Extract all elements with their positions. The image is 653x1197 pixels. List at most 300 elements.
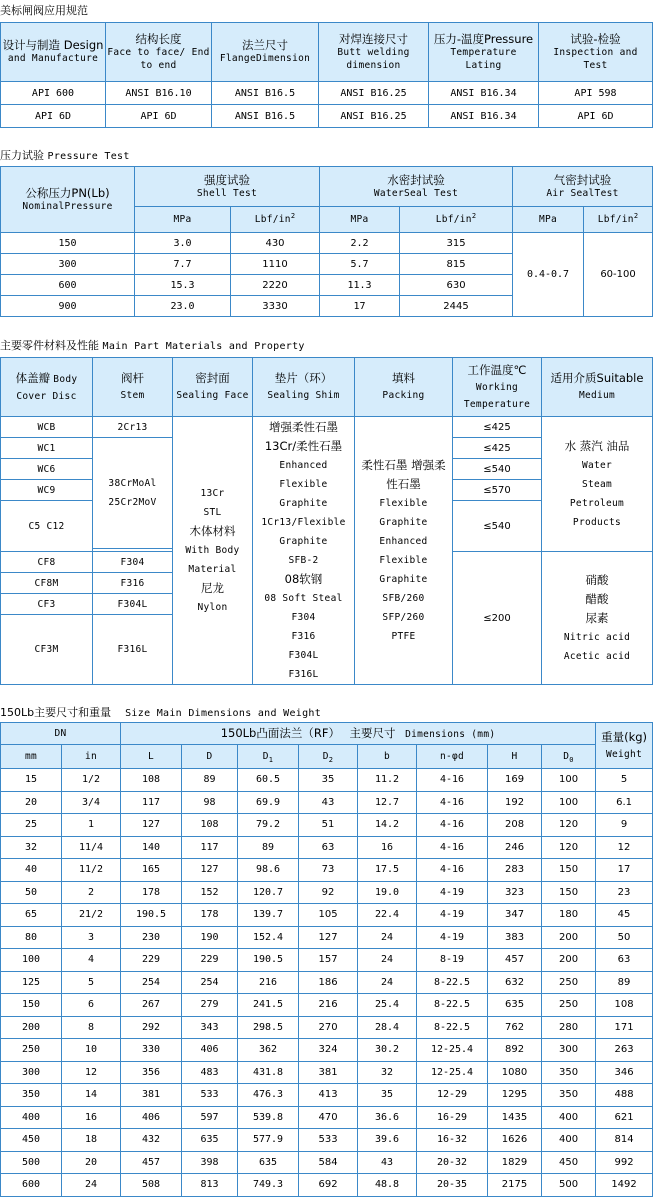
table-row: [1, 904, 653, 927]
cell-d0: 180: [542, 904, 596, 927]
cell-h: 1080: [488, 1061, 542, 1084]
table-subheader-row: [1, 745, 653, 769]
cell-d: 190: [182, 926, 238, 949]
cell-d: 108: [182, 814, 238, 837]
cell-l: 267: [121, 994, 182, 1017]
cell-l: 406: [121, 1106, 182, 1129]
header-mpa: MPa: [513, 207, 584, 233]
cell-l: 508: [121, 1174, 182, 1197]
cell-l: 229: [121, 949, 182, 972]
cell: 900: [1, 296, 135, 317]
cell-in: 4: [62, 949, 121, 972]
table-row: [1, 1039, 653, 1062]
cell-stem-cf3: F304L: [93, 594, 173, 615]
cell: 15.3: [135, 275, 231, 296]
header-lbf: Lbf/$in^2$: [400, 207, 513, 233]
cell: 630: [400, 275, 513, 296]
cell-d2: 105: [299, 904, 358, 927]
cell-mm: 450: [1, 1129, 62, 1152]
cell-mm: 200: [1, 1016, 62, 1039]
cell-body-wc9: WC9: [1, 480, 93, 501]
cell-d0: 200: [542, 949, 596, 972]
header-n-phi-d: n-φd: [417, 745, 488, 769]
cell-l: 117: [121, 791, 182, 814]
cell-b: 36.6: [358, 1106, 417, 1129]
cell-d1: 89: [238, 836, 299, 859]
cell-d0: 120: [542, 836, 596, 859]
table-row: [1, 971, 653, 994]
cell-w: 1492: [596, 1174, 653, 1197]
cell-b: 24: [358, 926, 417, 949]
cell-d1: 98.6: [238, 859, 299, 882]
header-l: L: [121, 745, 182, 769]
cell-d2: 584: [299, 1151, 358, 1174]
cell-d1: 298.5: [238, 1016, 299, 1039]
cell-l: 178: [121, 881, 182, 904]
header-working-temp: 工作温度℃ Working Temperature: [453, 358, 542, 417]
cell: ANSI B16.5: [212, 82, 319, 105]
cell-d: 89: [182, 769, 238, 792]
table-row: [1, 1084, 653, 1107]
cell-d: 533: [182, 1084, 238, 1107]
table-row: [1, 82, 653, 105]
cell-l: 140: [121, 836, 182, 859]
cell-w: 17: [596, 859, 653, 882]
header-h: H: [488, 745, 542, 769]
header-mpa: MPa: [135, 207, 231, 233]
dimensions-table: [0, 722, 653, 1197]
cell-w: 992: [596, 1151, 653, 1174]
cell-l: 292: [121, 1016, 182, 1039]
cell-d: 178: [182, 904, 238, 927]
cell-n: 12-25.4: [417, 1061, 488, 1084]
cell-d: 152: [182, 881, 238, 904]
table-header-row: [1, 358, 653, 417]
cell-h: 632: [488, 971, 542, 994]
header-design: 设计与制造 Design and Manufacture: [1, 23, 106, 82]
table-row: [1, 1129, 653, 1152]
cell: 2.2: [320, 233, 400, 254]
cell-d2: 216: [299, 994, 358, 1017]
cell-b: 14.2: [358, 814, 417, 837]
table-row: [1, 881, 653, 904]
cell-b: 32: [358, 1061, 417, 1084]
cell-w: 263: [596, 1039, 653, 1062]
table-row: [1, 1151, 653, 1174]
cell-d0: 280: [542, 1016, 596, 1039]
cell-sealing-shim: 增强柔性石墨 13Cr/柔性石墨 Enhanced Flexible Graphite 1Cr13/Flexible Graphite SFB-2 08软钢 08 Soft Steal F304 F316 F304L F316L: [253, 417, 355, 685]
table-row: [1, 791, 653, 814]
cell-d0: 300: [542, 1039, 596, 1062]
dimensions-body: [1, 769, 653, 1197]
cell-d2: 127: [299, 926, 358, 949]
cell-stem-cf8m: F316: [93, 573, 173, 594]
cell-in: 14: [62, 1084, 121, 1107]
header-lbf: Lbf/$in^2$: [584, 207, 653, 233]
cell-w: 346: [596, 1061, 653, 1084]
table-row: [1, 814, 653, 837]
pressure-test-table: [0, 166, 653, 317]
header-dn: DN: [1, 723, 121, 745]
cell-d: 117: [182, 836, 238, 859]
cell-d1: 69.9: [238, 791, 299, 814]
cell-sealing-face: 13Cr STL 木体材料 With Body Material 尼龙 Nylon: [173, 417, 253, 685]
cell-medium-water: 水 蒸汽 油品 Water Steam Petroleum Products: [542, 417, 653, 552]
cell-h: 892: [488, 1039, 542, 1062]
table-row: [1, 949, 653, 972]
cell-n: 4-19: [417, 904, 488, 927]
cell-body-cf8m: CF8M: [1, 573, 93, 594]
header-sealing-face: 密封面 Sealing Face: [173, 358, 253, 417]
cell-temp: ≤570: [453, 480, 542, 501]
cell-mm: 125: [1, 971, 62, 994]
cell-mm: 400: [1, 1106, 62, 1129]
header-lbf: Lbf/$in^2$: [231, 207, 320, 233]
cell-medium-acid: 硝酸 醋酸 尿素 Nitric acid Acetic acid: [542, 552, 653, 685]
cell-w: 488: [596, 1084, 653, 1107]
cell-d: 483: [182, 1061, 238, 1084]
cell-w: 50: [596, 926, 653, 949]
cell-d1: 635: [238, 1151, 299, 1174]
cell-w: 45: [596, 904, 653, 927]
cell: 23.0: [135, 296, 231, 317]
cell-body-wc6: WC6: [1, 459, 93, 480]
cell-mm: 500: [1, 1151, 62, 1174]
cell-in: 1/2: [62, 769, 121, 792]
cell-in: 3/4: [62, 791, 121, 814]
header-medium: 适用介质Suitable Medium: [542, 358, 653, 417]
cell-b: 22.4: [358, 904, 417, 927]
cell-d2: 533: [299, 1129, 358, 1152]
cell-d0: 350: [542, 1061, 596, 1084]
cell-d0: 200: [542, 926, 596, 949]
cell-w: 814: [596, 1129, 653, 1152]
cell: 600: [1, 275, 135, 296]
table-row: [1, 417, 653, 438]
cell-d: 98: [182, 791, 238, 814]
cell-d1: 120.7: [238, 881, 299, 904]
header-packing: 填料 Packing: [355, 358, 453, 417]
cell-body-c5-c12: C5 C12: [1, 501, 93, 552]
table-row: [1, 105, 653, 128]
cell-h: 1295: [488, 1084, 542, 1107]
cell-mm: 65: [1, 904, 62, 927]
cell-d1: 60.5: [238, 769, 299, 792]
cell-d0: 400: [542, 1129, 596, 1152]
cell-b: 25.4: [358, 994, 417, 1017]
cell-d1: 241.5: [238, 994, 299, 1017]
cell: API 600: [1, 82, 106, 105]
table-header-row: [1, 723, 653, 745]
cell-l: 165: [121, 859, 182, 882]
table-header-row: [1, 23, 653, 82]
cell-n: 20-32: [417, 1151, 488, 1174]
cell-l: 254: [121, 971, 182, 994]
cell: 150: [1, 233, 135, 254]
cell-stem-alloy: 38CrMoAl 25Cr2MoV: [93, 438, 173, 549]
table-row: [1, 1106, 653, 1129]
table-row: [1, 1174, 653, 1197]
cell-h: 1435: [488, 1106, 542, 1129]
header-mpa: MPa: [320, 207, 400, 233]
cell-d0: 450: [542, 1151, 596, 1174]
cell-b: 24: [358, 949, 417, 972]
cell-d2: 186: [299, 971, 358, 994]
cell: API 598: [539, 82, 653, 105]
standards-table: [0, 22, 653, 128]
cell-b: 12.7: [358, 791, 417, 814]
cell-stem-cf8: F304: [93, 552, 173, 573]
cell: ANSI B16.25: [319, 105, 429, 128]
cell-w: 63: [596, 949, 653, 972]
cell-d1: 362: [238, 1039, 299, 1062]
cell-b: 17.5: [358, 859, 417, 882]
cell-body-cf8: CF8: [1, 552, 93, 573]
cell-w: 12: [596, 836, 653, 859]
cell-l: 356: [121, 1061, 182, 1084]
cell-n: 16-32: [417, 1129, 488, 1152]
header-d: D: [182, 745, 238, 769]
cell-mm: 50: [1, 881, 62, 904]
cell-h: 2175: [488, 1174, 542, 1197]
cell-temp: ≤540: [453, 459, 542, 480]
cell-b: 28.4: [358, 1016, 417, 1039]
cell-l: 108: [121, 769, 182, 792]
cell-l: 127: [121, 814, 182, 837]
cell-n: 4-19: [417, 926, 488, 949]
header-air-seal-test: 气密封试验 Air SealTest: [513, 167, 653, 207]
header-inspection: 试验-检验 Inspection and Test: [539, 23, 653, 82]
cell-n: 8-19: [417, 949, 488, 972]
cell-in: 2: [62, 881, 121, 904]
cell-l: 457: [121, 1151, 182, 1174]
cell: 2445: [400, 296, 513, 317]
cell-d1: 749.3: [238, 1174, 299, 1197]
table-row: [1, 1016, 653, 1039]
cell-temp: ≤200: [453, 552, 542, 685]
cell-d1: 79.2: [238, 814, 299, 837]
cell-w: 23: [596, 881, 653, 904]
cell-d2: 73: [299, 859, 358, 882]
cell-d1: 152.4: [238, 926, 299, 949]
cell: API 6D: [1, 105, 106, 128]
cell-d: 597: [182, 1106, 238, 1129]
cell-h: 169: [488, 769, 542, 792]
cell-h: 762: [488, 1016, 542, 1039]
cell-mm: 15: [1, 769, 62, 792]
cell-n: 4-16: [417, 814, 488, 837]
cell-n: 16-29: [417, 1106, 488, 1129]
table-header-row: [1, 167, 653, 207]
cell-h: 323: [488, 881, 542, 904]
section-title-materials: 主要零件材料及性能 Main Part Materials and Property: [0, 339, 305, 352]
cell-n: 12-29: [417, 1084, 488, 1107]
cell-in: 3: [62, 926, 121, 949]
cell-d1: 476.3: [238, 1084, 299, 1107]
cell: ANSI B16.10: [106, 82, 212, 105]
cell-in: 6: [62, 994, 121, 1017]
cell: API 6D: [539, 105, 653, 128]
table-row: [1, 769, 653, 792]
cell-body-wcb: WCB: [1, 417, 93, 438]
cell-in: 18: [62, 1129, 121, 1152]
section-title-dimensions: 150Lb主要尺寸和重量 Size Main Dimensions and Weight: [0, 706, 322, 719]
header-pressure-temp: 压力-温度Pressure Temperature Lating: [429, 23, 539, 82]
cell-d2: 51: [299, 814, 358, 837]
table-row: [1, 859, 653, 882]
cell-packing: 柔性石墨 增强柔 性石墨 Flexible Graphite Enhanced Flexible Graphite SFB/260 SFP/260 PTFE: [355, 417, 453, 685]
header-d0: $D_0$: [542, 745, 596, 769]
cell-d0: 150: [542, 859, 596, 882]
cell: 11.3: [320, 275, 400, 296]
cell-stem-cf3m: F316L: [93, 615, 173, 685]
cell-h: 383: [488, 926, 542, 949]
cell-n: 8-22.5: [417, 1016, 488, 1039]
cell-in: 24: [62, 1174, 121, 1197]
cell-w: 108: [596, 994, 653, 1017]
cell-d2: 381: [299, 1061, 358, 1084]
cell-mm: 250: [1, 1039, 62, 1062]
cell-n: 4-16: [417, 769, 488, 792]
cell-b: 16: [358, 836, 417, 859]
cell-d: 254: [182, 971, 238, 994]
cell-body-cf3m: CF3M: [1, 615, 93, 685]
header-sealing-shim: 垫片（环） Sealing Shim: [253, 358, 355, 417]
cell: 815: [400, 254, 513, 275]
cell-mm: 80: [1, 926, 62, 949]
cell-in: 16: [62, 1106, 121, 1129]
cell-n: 20-35: [417, 1174, 488, 1197]
cell-d1: 216: [238, 971, 299, 994]
table-row: [1, 836, 653, 859]
cell-n: 8-22.5: [417, 971, 488, 994]
cell-in: 21/2: [62, 904, 121, 927]
cell-d0: 150: [542, 881, 596, 904]
cell-mm: 20: [1, 791, 62, 814]
cell: 5.7: [320, 254, 400, 275]
cell-h: 246: [488, 836, 542, 859]
cell-d0: 250: [542, 971, 596, 994]
header-b: b: [358, 745, 417, 769]
cell: 17: [320, 296, 400, 317]
header-water-seal-test: 水密封试验 WaterSeal Test: [320, 167, 513, 207]
cell-b: 11.2: [358, 769, 417, 792]
cell: API 6D: [106, 105, 212, 128]
cell: 3.0: [135, 233, 231, 254]
cell-mm: 40: [1, 859, 62, 882]
header-d1: $D_1$: [238, 745, 299, 769]
cell-d: 343: [182, 1016, 238, 1039]
cell-d1: 139.7: [238, 904, 299, 927]
header-flange: 法兰尺寸 FlangeDimension: [212, 23, 319, 82]
cell-in: 1: [62, 814, 121, 837]
cell-in: 5: [62, 971, 121, 994]
header-body: 体盖瓣 Body Cover Disc: [1, 358, 93, 417]
table-row: [1, 994, 653, 1017]
cell-l: 190.5: [121, 904, 182, 927]
cell: 2220: [231, 275, 320, 296]
cell: 300: [1, 254, 135, 275]
cell-h: 192: [488, 791, 542, 814]
cell: ANSI B16.5: [212, 105, 319, 128]
header-stem: 阀杆 Stem: [93, 358, 173, 417]
cell-h: 1626: [488, 1129, 542, 1152]
cell-w: 9: [596, 814, 653, 837]
cell-n: 8-22.5: [417, 994, 488, 1017]
cell-h: 1829: [488, 1151, 542, 1174]
cell-h: 283: [488, 859, 542, 882]
cell-d1: 431.8: [238, 1061, 299, 1084]
cell-b: 43: [358, 1151, 417, 1174]
cell-n: 12-25.4: [417, 1039, 488, 1062]
cell-w: 6.1: [596, 791, 653, 814]
cell-d: 229: [182, 949, 238, 972]
cell-stem-wcb: 2Cr13: [93, 417, 173, 438]
cell-in: 12: [62, 1061, 121, 1084]
header-face-to-face: 结构长度 Face to face/ End to end: [106, 23, 212, 82]
cell-d1: 190.5: [238, 949, 299, 972]
cell-h: 635: [488, 994, 542, 1017]
cell-d2: 470: [299, 1106, 358, 1129]
cell-n: 4-16: [417, 836, 488, 859]
cell-d0: 100: [542, 791, 596, 814]
cell-n: 4-16: [417, 791, 488, 814]
cell-h: 347: [488, 904, 542, 927]
cell-in: 11/4: [62, 836, 121, 859]
cell-w: 5: [596, 769, 653, 792]
cell-mm: 25: [1, 814, 62, 837]
cell-d: 279: [182, 994, 238, 1017]
cell-b: 24: [358, 971, 417, 994]
cell-d0: 120: [542, 814, 596, 837]
cell-d0: 250: [542, 994, 596, 1017]
cell-d2: 35: [299, 769, 358, 792]
cell-d2: 43: [299, 791, 358, 814]
cell-w: 171: [596, 1016, 653, 1039]
cell-b: 30.2: [358, 1039, 417, 1062]
header-dimensions: 150Lb凸面法兰（RF） 主要尺寸 Dimensions (mm): [121, 723, 596, 745]
header-in: in: [62, 745, 121, 769]
cell-mm: 350: [1, 1084, 62, 1107]
cell-d: 813: [182, 1174, 238, 1197]
cell-d2: 92: [299, 881, 358, 904]
cell-d0: 400: [542, 1106, 596, 1129]
cell-in: 10: [62, 1039, 121, 1062]
cell: 3330: [231, 296, 320, 317]
cell: 430: [231, 233, 320, 254]
cell: ANSI B16.25: [319, 82, 429, 105]
cell: ANSI B16.34: [429, 105, 539, 128]
cell-l: 230: [121, 926, 182, 949]
cell-d2: 157: [299, 949, 358, 972]
materials-table: [0, 357, 653, 685]
cell-mm: 300: [1, 1061, 62, 1084]
cell-mm: 32: [1, 836, 62, 859]
header-butt-welding: 对焊连接尺寸 Butt welding dimension: [319, 23, 429, 82]
cell: ANSI B16.34: [429, 82, 539, 105]
cell-d2: 63: [299, 836, 358, 859]
cell-b: 48.8: [358, 1174, 417, 1197]
cell-d1: 539.8: [238, 1106, 299, 1129]
table-row: [1, 1061, 653, 1084]
header-weight: 重量(kg) Weight: [596, 723, 653, 769]
cell-d: 127: [182, 859, 238, 882]
cell-in: 8: [62, 1016, 121, 1039]
table-row: [1, 233, 653, 254]
header-d2: $D_2$: [299, 745, 358, 769]
cell-temp: ≤540: [453, 501, 542, 552]
cell-n: 4-16: [417, 859, 488, 882]
